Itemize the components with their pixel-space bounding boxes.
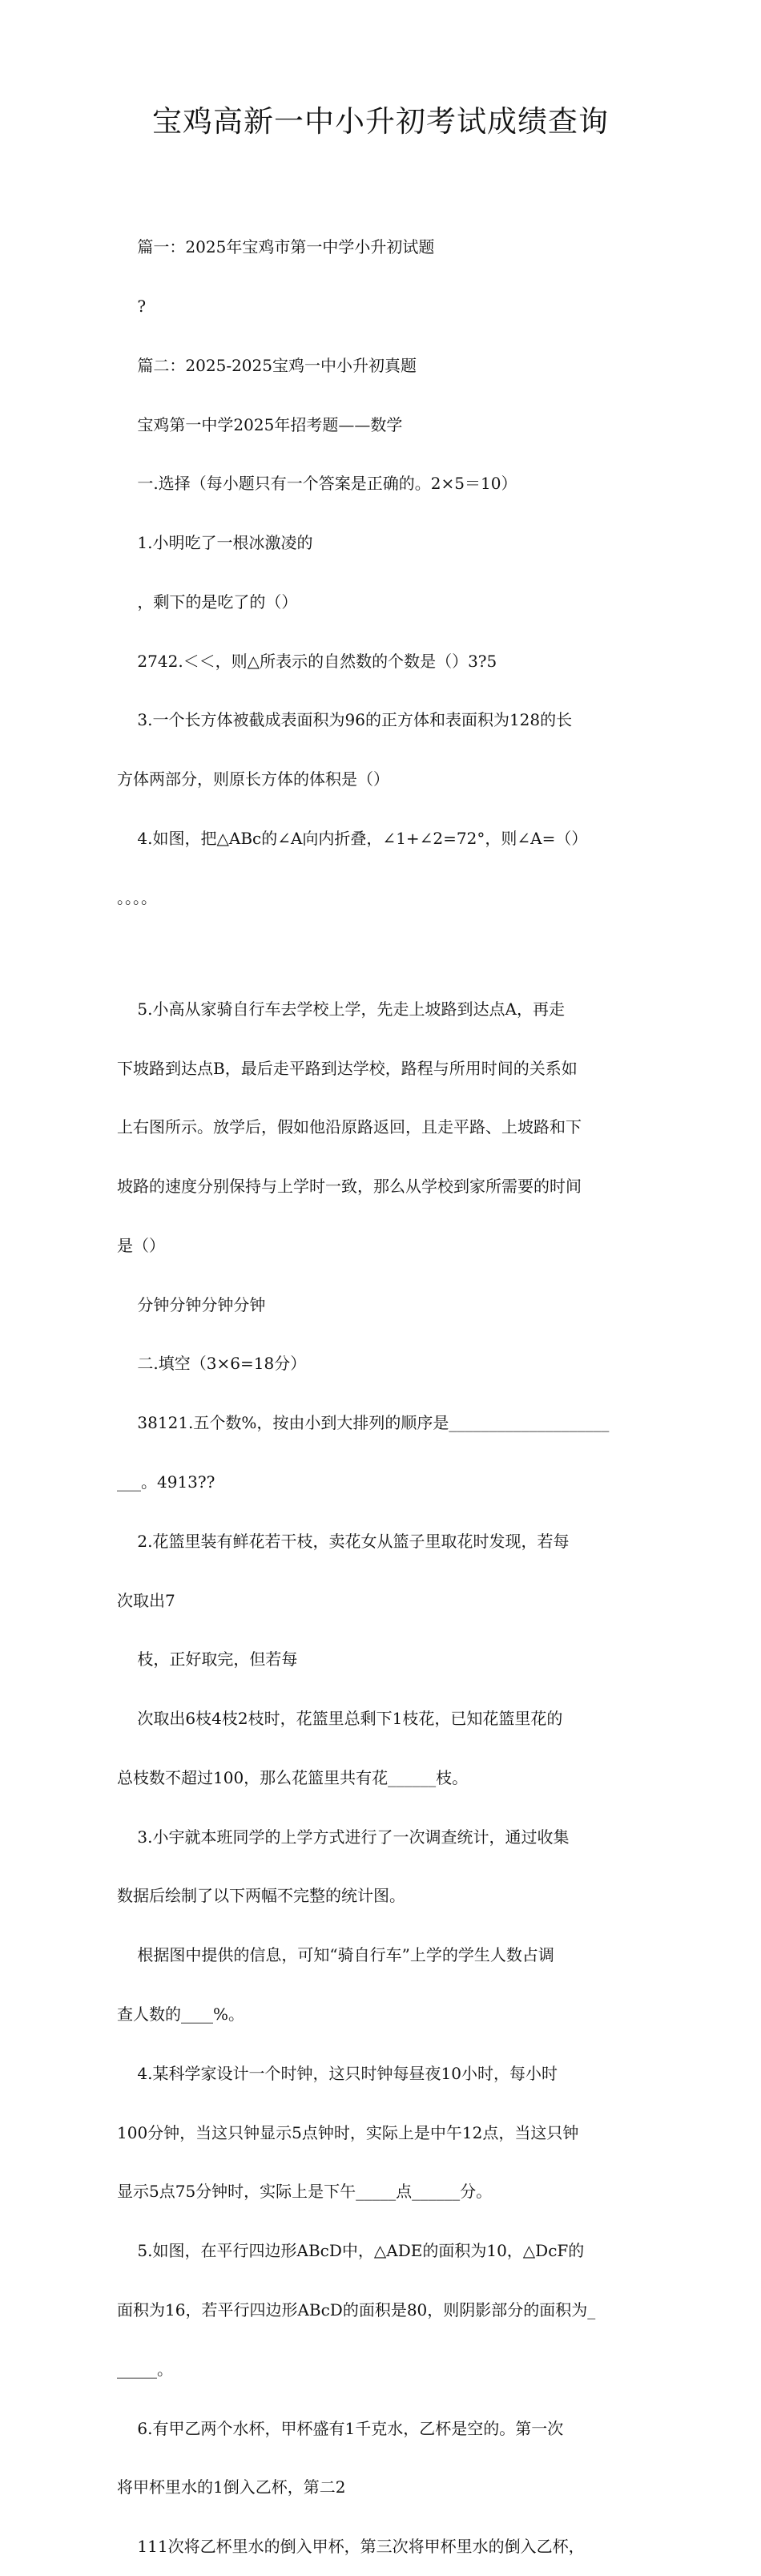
page-title: 宝鸡高新一中小升初考试成绩查询 <box>152 104 609 139</box>
text-line: 总枝数不超过100，那么花篮里共有花______枝。 <box>117 1767 469 1787</box>
text-line: 次取出6枝4枝2枝时，花篮里总剩下1枝花，已知花篮里花的 <box>117 1709 563 1729</box>
text-line: _____。 <box>117 2359 173 2379</box>
text-line: 坡路的速度分别保持与上学时一致，那么从学校到家所需要的时间 <box>117 1177 582 1197</box>
text-line: 6.有甲乙两个水杯，甲杯盛有1千克水，乙杯是空的。第一次 <box>117 2418 564 2438</box>
text-line: 显示5点75分钟时，实际上是下午_____点______分。 <box>117 2182 493 2202</box>
text-line: 面积为16，若平行四边形ABcD的面积是80，则阴影部分的面积为_ <box>117 2299 596 2320</box>
text-line: 上右图所示。放学后，假如他沿原路返回，且走平路、上坡路和下 <box>117 1117 582 1137</box>
text-line: 枝，正好取完，但若每 <box>117 1649 298 1670</box>
text-line: 2742.＜＜，则△所表示的自然数的个数是（）3?5 <box>117 651 497 671</box>
text-line: 二.填空（3×6=18分） <box>117 1354 307 1374</box>
document-body <box>117 198 649 2576</box>
text-line: 111次将乙杯里水的倒入甲杯，第三次将甲杯里水的倒入乙杯， <box>117 2537 585 2557</box>
text-line: 下坡路到达点B，最后走平路到达学校，路程与所用时间的关系如 <box>117 1058 578 1078</box>
text-line: 100分钟，当这只钟显示5点钟时，实际上是中午12点，当这只钟 <box>117 2122 579 2142</box>
text-line: 次取出7 <box>117 1590 175 1610</box>
text-line: 5.小高从家骑自行车去学校上学，先走上坡路到达点A，再走 <box>117 999 565 1019</box>
text-line: 篇二：2025-2025宝鸡一中小升初真题 <box>117 355 417 375</box>
text-line: 方体两部分，则原长方体的体积是（） <box>117 769 389 789</box>
text-line: 3.小宇就本班同学的上学方式进行了一次调查统计，通过收集 <box>117 1827 570 1847</box>
text-line: 分钟分钟分钟分钟 <box>117 1294 266 1314</box>
text-line: 是（） <box>117 1235 165 1255</box>
text-line: 4.如图，把△ABc的∠A向内折叠，∠1+∠2=72°，则∠A=（） <box>117 829 588 848</box>
text-line: 1.小明吃了一根冰激凌的 <box>117 533 313 553</box>
blank-line <box>117 947 649 960</box>
text-line: 根据图中提供的信息，可知“骑自行车”上学的学生人数占调 <box>117 1945 554 1965</box>
text-line: 篇一：2025年宝鸡市第一中学小升初试题 <box>117 237 435 257</box>
text-line: 将甲杯里水的1倒入乙杯，第二2 <box>117 2477 346 2497</box>
text-line: 一.选择（每小题只有一个答案是正确的。2×5＝10） <box>117 474 517 494</box>
text-line: 查人数的____%。 <box>117 2005 245 2025</box>
text-line: 宝鸡第一中学2025年招考题——数学 <box>117 414 403 434</box>
text-line: 3.一个长方体被截成表面积为96的正方体和表面积为128的长 <box>117 710 573 730</box>
text-line: ，剩下的是吃了的（） <box>117 592 298 612</box>
text-line: 38121.五个数%，按由小到大排列的顺序是____________________ <box>117 1413 610 1433</box>
text-line: ? <box>117 296 147 316</box>
text-line: ___。4913?? <box>117 1472 215 1492</box>
text-line: 4.某科学家设计一个时钟，这只时钟每昼夜10小时，每小时 <box>117 2063 558 2083</box>
text-line: 数据后绘制了以下两幅不完整的统计图。 <box>117 1886 405 1906</box>
text-line: 5.如图，在平行四边形ABcD中，△ADE的面积为10，△DcF的 <box>117 2241 585 2261</box>
text-line: 。。。。 <box>117 887 157 907</box>
text-line: 2.花篮里装有鲜花若干枝，卖花女从篮子里取花时发现，若每 <box>117 1531 570 1551</box>
